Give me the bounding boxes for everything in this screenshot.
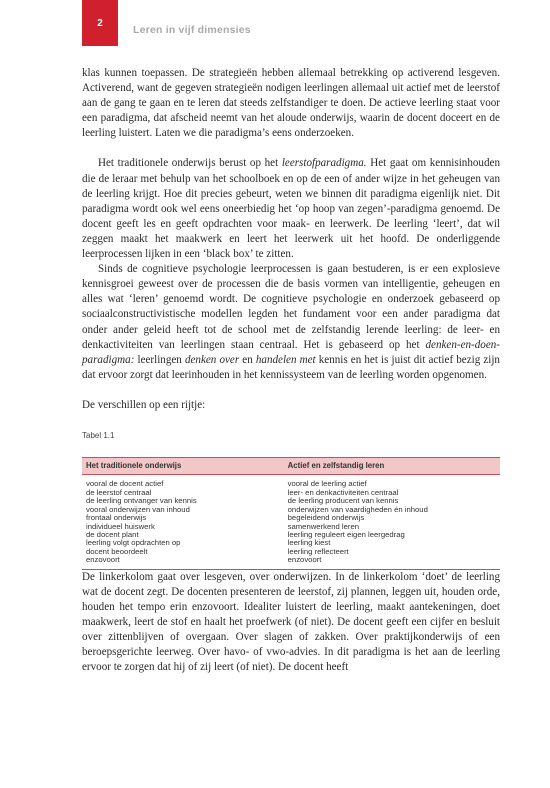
paragraph-2 bbox=[82, 156, 500, 262]
table-row bbox=[82, 475, 500, 569]
table-header-right: Actief en zelfstandig leren bbox=[244, 458, 500, 475]
text-run: leerlingen bbox=[134, 353, 185, 366]
list-item: frontaal onderwijs bbox=[86, 513, 147, 523]
list-item: leerling reguleert eigen leergedrag bbox=[287, 529, 405, 539]
list-item: leerling reflecteert bbox=[287, 546, 349, 556]
list-item: leer- en denkactiviteiten centraal bbox=[287, 487, 399, 497]
paragraph-5: De linkerkolom gaat over lesgeven, over onderwijzen. In de linkerkolom ‘doet’ de leerling wat de docent zegt. De docenten presenteren de leerstof, zij plannen, leggen uit, houden orde, houden het tempo erin enzovoort. Idealiter luistert de leerling, maakt aantekeningen, doet maakwerk, leert de stof en haalt het proefwerk (of niet). De docent geeft een cijfer en besluit over zittenblijven of overgaan. Over slagen of zakken. Over praktijkonderwijs of een beroepsgerichte leerweg. Over havo- of vwo-advies. In dit paradigma is het aan de leerling ervoor te zorgen dat hij of zij leert (of niet). De docent heeft bbox=[82, 570, 500, 674]
italic-term: handelen met bbox=[255, 353, 316, 366]
italic-term: denken-en-doen-paradigma: bbox=[82, 338, 500, 366]
table-cell-left bbox=[82, 475, 244, 569]
italic-term: leerstofparadigma. bbox=[281, 157, 367, 170]
list-item: docent beoordeelt bbox=[86, 546, 148, 556]
list-item: de leerstof centraal bbox=[86, 487, 152, 497]
list-item: enzovoort bbox=[287, 555, 322, 565]
list-item: vooral de docent actief bbox=[86, 479, 164, 489]
list-item: individueel huiswerk bbox=[86, 521, 155, 531]
list-item: leerling kiest bbox=[287, 538, 331, 548]
table-caption: Tabel 1.1 bbox=[82, 430, 115, 440]
list-item: begeleidend onderwijs bbox=[287, 513, 365, 523]
paragraph-4: De verschillen op een rijtje: bbox=[82, 398, 206, 411]
list-item: de docent plant bbox=[86, 529, 139, 539]
list-item: de leerling producent van kennis bbox=[287, 496, 399, 506]
page-number-badge bbox=[82, 0, 118, 46]
list-item: enzovoort bbox=[86, 555, 120, 565]
table-header-row bbox=[82, 458, 500, 475]
paragraph-1: klas kunnen toepassen. De strategieën hebben allemaal betrekking op activerend lesgeven. Activerend, want de gegeven strategieën nodigen leerlingen allemaal uit actief met de leerstof aan de gang te gaan en te leren dat steeds zelfstandiger te doen. De actieve leerling staat voor een paradigma, dat afscheid neemt van het aloude onderwijs, waarin de docent doceert en de leerling luistert. Laten we die paradigma’s eens onderzoeken. bbox=[82, 67, 500, 140]
table-cell-right bbox=[244, 475, 500, 569]
list-item: onderwijzen van vaardigheden én inhoud bbox=[287, 504, 428, 514]
running-title: Leren in vijf dimensies bbox=[133, 24, 251, 36]
page-body bbox=[82, 66, 500, 675]
list-item: vooral de leerling actief bbox=[287, 479, 367, 489]
page-number: 2 bbox=[97, 17, 103, 29]
list-item: vooral onderwijzen van inhoud bbox=[86, 504, 190, 514]
text-run: kennis en het is juist dit actief bezig zijn dat ervoor zorgt dat leerinhouden in het kennissysteem van de leerling worden opgenomen. bbox=[82, 353, 500, 381]
list-item: samenwerkend leren bbox=[287, 521, 360, 531]
text-run: Sinds de cognitieve psychologie leerprocessen is gaan bestuderen, is er een explosieve kennisgroei geweest over de processen die de basis vormen van intelligentie, geheugen en alles wat ‘leren’ genoemd wordt. De cognitieve psychologie en onderzoek gebaseerd op sociaalconstructivistische modellen legden het fundament voor een ander paradigma dat onder ander geleid heeft tot de school met de zelfstandig lerende leerling: de leer- en denkactiviteiten van leerlingen staan centraal. Het is gebaseerd op het bbox=[82, 263, 500, 351]
paragraph-3 bbox=[82, 262, 500, 383]
text-run: en bbox=[239, 353, 256, 366]
text-run: Het gaat om kennisinhouden die de leraar met behulp van het schoolboek en op de een of ander wijze in het geheugen van de leerling krijgt. Hoe dit precies gebeurt, weten we binnen dit paradigma eigenlijk niet. Dit paradigma wordt ook wel eens oneerbiedig het ‘op hoop van zegen’-paradigma genoemd. De docent geeft les en geeft opdrachten voor maak- en leerwerk. De leerling ‘leert’, dat wil zeggen maakt het maakwerk en leert het leerwerk uit het hoofd. De onderliggende leerprocessen lijken in een ‘black box’ te zitten. bbox=[82, 157, 500, 261]
list-item: leerling volgt opdrachten op bbox=[86, 538, 181, 548]
comparison-table bbox=[82, 457, 500, 569]
table-header-left: Het traditionele onderwijs bbox=[82, 458, 244, 475]
text-run: Het traditionele onderwijs berust op het bbox=[98, 157, 282, 170]
italic-term: denken over bbox=[184, 353, 240, 366]
list-item: de leerling ontvanger van kennis bbox=[86, 496, 197, 506]
